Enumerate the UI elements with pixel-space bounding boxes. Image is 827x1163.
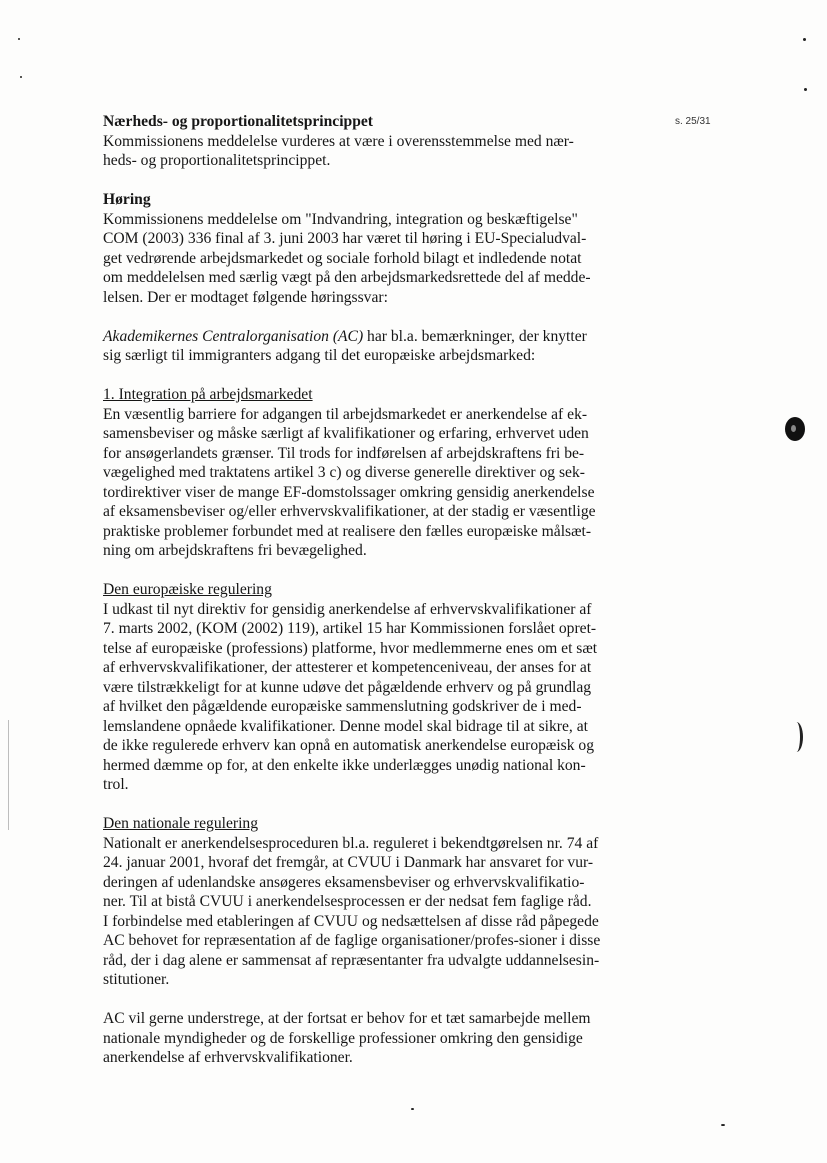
text-line: anerkendelse af erhvervskvalifikationer. — [103, 1049, 353, 1066]
text-line: de ikke regulerede erhverv kan opnå en automatisk anerkendelse europæisk og — [103, 737, 595, 754]
scan-speck — [721, 1124, 725, 1126]
section-integration — [103, 385, 633, 561]
section-subheading: 1. Integration på arbejdsmarkedet — [103, 386, 313, 403]
section-afslutning — [103, 1009, 633, 1068]
section-subheading: Den nationale regulering — [103, 815, 259, 832]
text-line: nationale myndigheder og de forskellige professioner omkring den gensidige — [103, 1029, 583, 1047]
text-line: af hvilket den pågældende europæiske sammenslutning godskriver de i med- — [103, 698, 582, 715]
text-line: Nationalt er anerkendelsesproceduren bl.a. reguleret i bekendtgørelsen nr. 74 af — [103, 834, 599, 852]
text-line: ner. Til at bistå CVUU i anerkendelsesprocessen er der nedsat fem faglige råd. — [103, 893, 592, 910]
bracket-mark — [790, 722, 803, 752]
text-line: samensbeviser og måske særligt af kvalifikationer og erfaring, erhvervet uden — [103, 425, 589, 442]
text-line: af erhvervskvalifikationer, der attesterer et kompetenceniveau, der anses for at — [103, 659, 592, 676]
page-number: s. 25/31 — [675, 116, 711, 127]
text-line: sig særligt til immigranters adgang til det europæiske arbejdsmarked: — [103, 347, 536, 364]
text-line: deringen af udenlandske ansøgeres eksamensbeviser og erhvervskvalifikatio- — [103, 873, 585, 891]
text-line: hermed dæmme op for, at den enkelte ikke underlægges unødig national kon- — [103, 756, 586, 774]
text-line: råd, der i dag alene er sammensat af repræsentanter fra udvalgte uddannelsesin- — [103, 951, 600, 969]
text-line: om meddelelsen med særlig vægt på den arbejdsmarkedsrettede del af medde- — [103, 269, 591, 286]
text-line: tordirektiver viser de mange EF-domstolssager omkring gensidig anerkendelse — [103, 483, 595, 501]
section-national-regulering — [103, 814, 633, 990]
document-body — [103, 112, 633, 1087]
section-ac — [103, 327, 633, 366]
scan-speck — [803, 38, 806, 41]
margin-line — [8, 720, 9, 830]
text-line: vægelighed med traktatens artikel 3 c) og diverse generelle direktiver og sek- — [103, 464, 585, 481]
section-subheading: Den europæiske regulering — [103, 581, 272, 598]
text-line: lelsen. Der er modtaget følgende høringssvar: — [103, 288, 388, 306]
organisation-name: Akademikernes Centralorganisation (AC) — [103, 327, 364, 345]
section-hoering — [103, 190, 633, 307]
punch-hole-mark — [785, 417, 805, 441]
text-line: I forbindelse med etableringen af CVUU og nedsættelsen af disse råd påpegede — [103, 912, 599, 930]
text-line — [103, 327, 633, 347]
text-line: I udkast til nyt direktiv for gensidig anerkendelse af erhvervskvalifikationer af — [103, 600, 592, 618]
text-line: AC behovet for repræsentation af de faglige organisationer/profes-sioner i disse — [103, 932, 601, 949]
text-fragment: har bl.a. bemærkninger, der knytter — [363, 327, 587, 345]
text-line: praktiske problemer forbundet med at realisere den fælles europæiske målsæt- — [103, 522, 592, 540]
text-line: 24. januar 2001, hvoraf det fremgår, at CVUU i Danmark har ansvaret for vur- — [103, 854, 594, 871]
scan-speck — [20, 76, 22, 78]
text-line: telse af europæiske (professions) platforme, hvor medlemmerne enes om et sæt — [103, 639, 598, 657]
text-line: ning om arbejdskraftens fri bevægelighed. — [103, 542, 367, 559]
scan-speck — [411, 1108, 414, 1110]
text-line: COM (2003) 336 final af 3. juni 2003 har været til høring i EU-Specialudval- — [103, 230, 587, 247]
scan-speck — [804, 88, 807, 91]
text-line: Kommissionens meddelelse vurderes at være i overensstemmelse med nær- — [103, 132, 574, 150]
text-line: trol. — [103, 776, 129, 793]
text-line: Kommissionens meddelelse om "Indvandring, integration og beskæftigelse" — [103, 210, 578, 228]
section-eu-regulering — [103, 580, 633, 795]
text-line: 7. marts 2002, (KOM (2002) 119), artikel 15 har Kommissionen forslået opret- — [103, 620, 597, 637]
text-line: af eksamensbeviser og/eller erhvervskvalifikationer, at der stadig er væsentlige — [103, 503, 596, 520]
text-line: heds- og proportionalitetsprincippet. — [103, 152, 331, 169]
section-heading: Høring — [103, 191, 151, 208]
text-line: En væsentlig barriere for adgangen til arbejdsmarkedet er anerkendelse af ek- — [103, 405, 588, 423]
text-line: stitutioner. — [103, 971, 170, 988]
section-heading: Nærheds- og proportionalitetsprincippet — [103, 113, 374, 130]
text-line: for ansøgerlandets grænser. Til trods for indførelsen af arbejdskraftens fri be- — [103, 444, 585, 462]
text-line: lemslandene opnåede kvalifikationer. Denne model skal bidrage til at sikre, at — [103, 717, 588, 735]
text-line: get vedrørende arbejdsmarkedet og sociale forhold bilagt et indledende notat — [103, 249, 582, 267]
scan-speck — [18, 38, 20, 40]
text-line: være tilstrækkeligt for at kunne udøve det pågældende erhverv og på grundlag — [103, 678, 592, 696]
text-line: AC vil gerne understrege, at der fortsat er behov for et tæt samarbejde mellem — [103, 1010, 591, 1027]
section-naerhed — [103, 112, 633, 171]
